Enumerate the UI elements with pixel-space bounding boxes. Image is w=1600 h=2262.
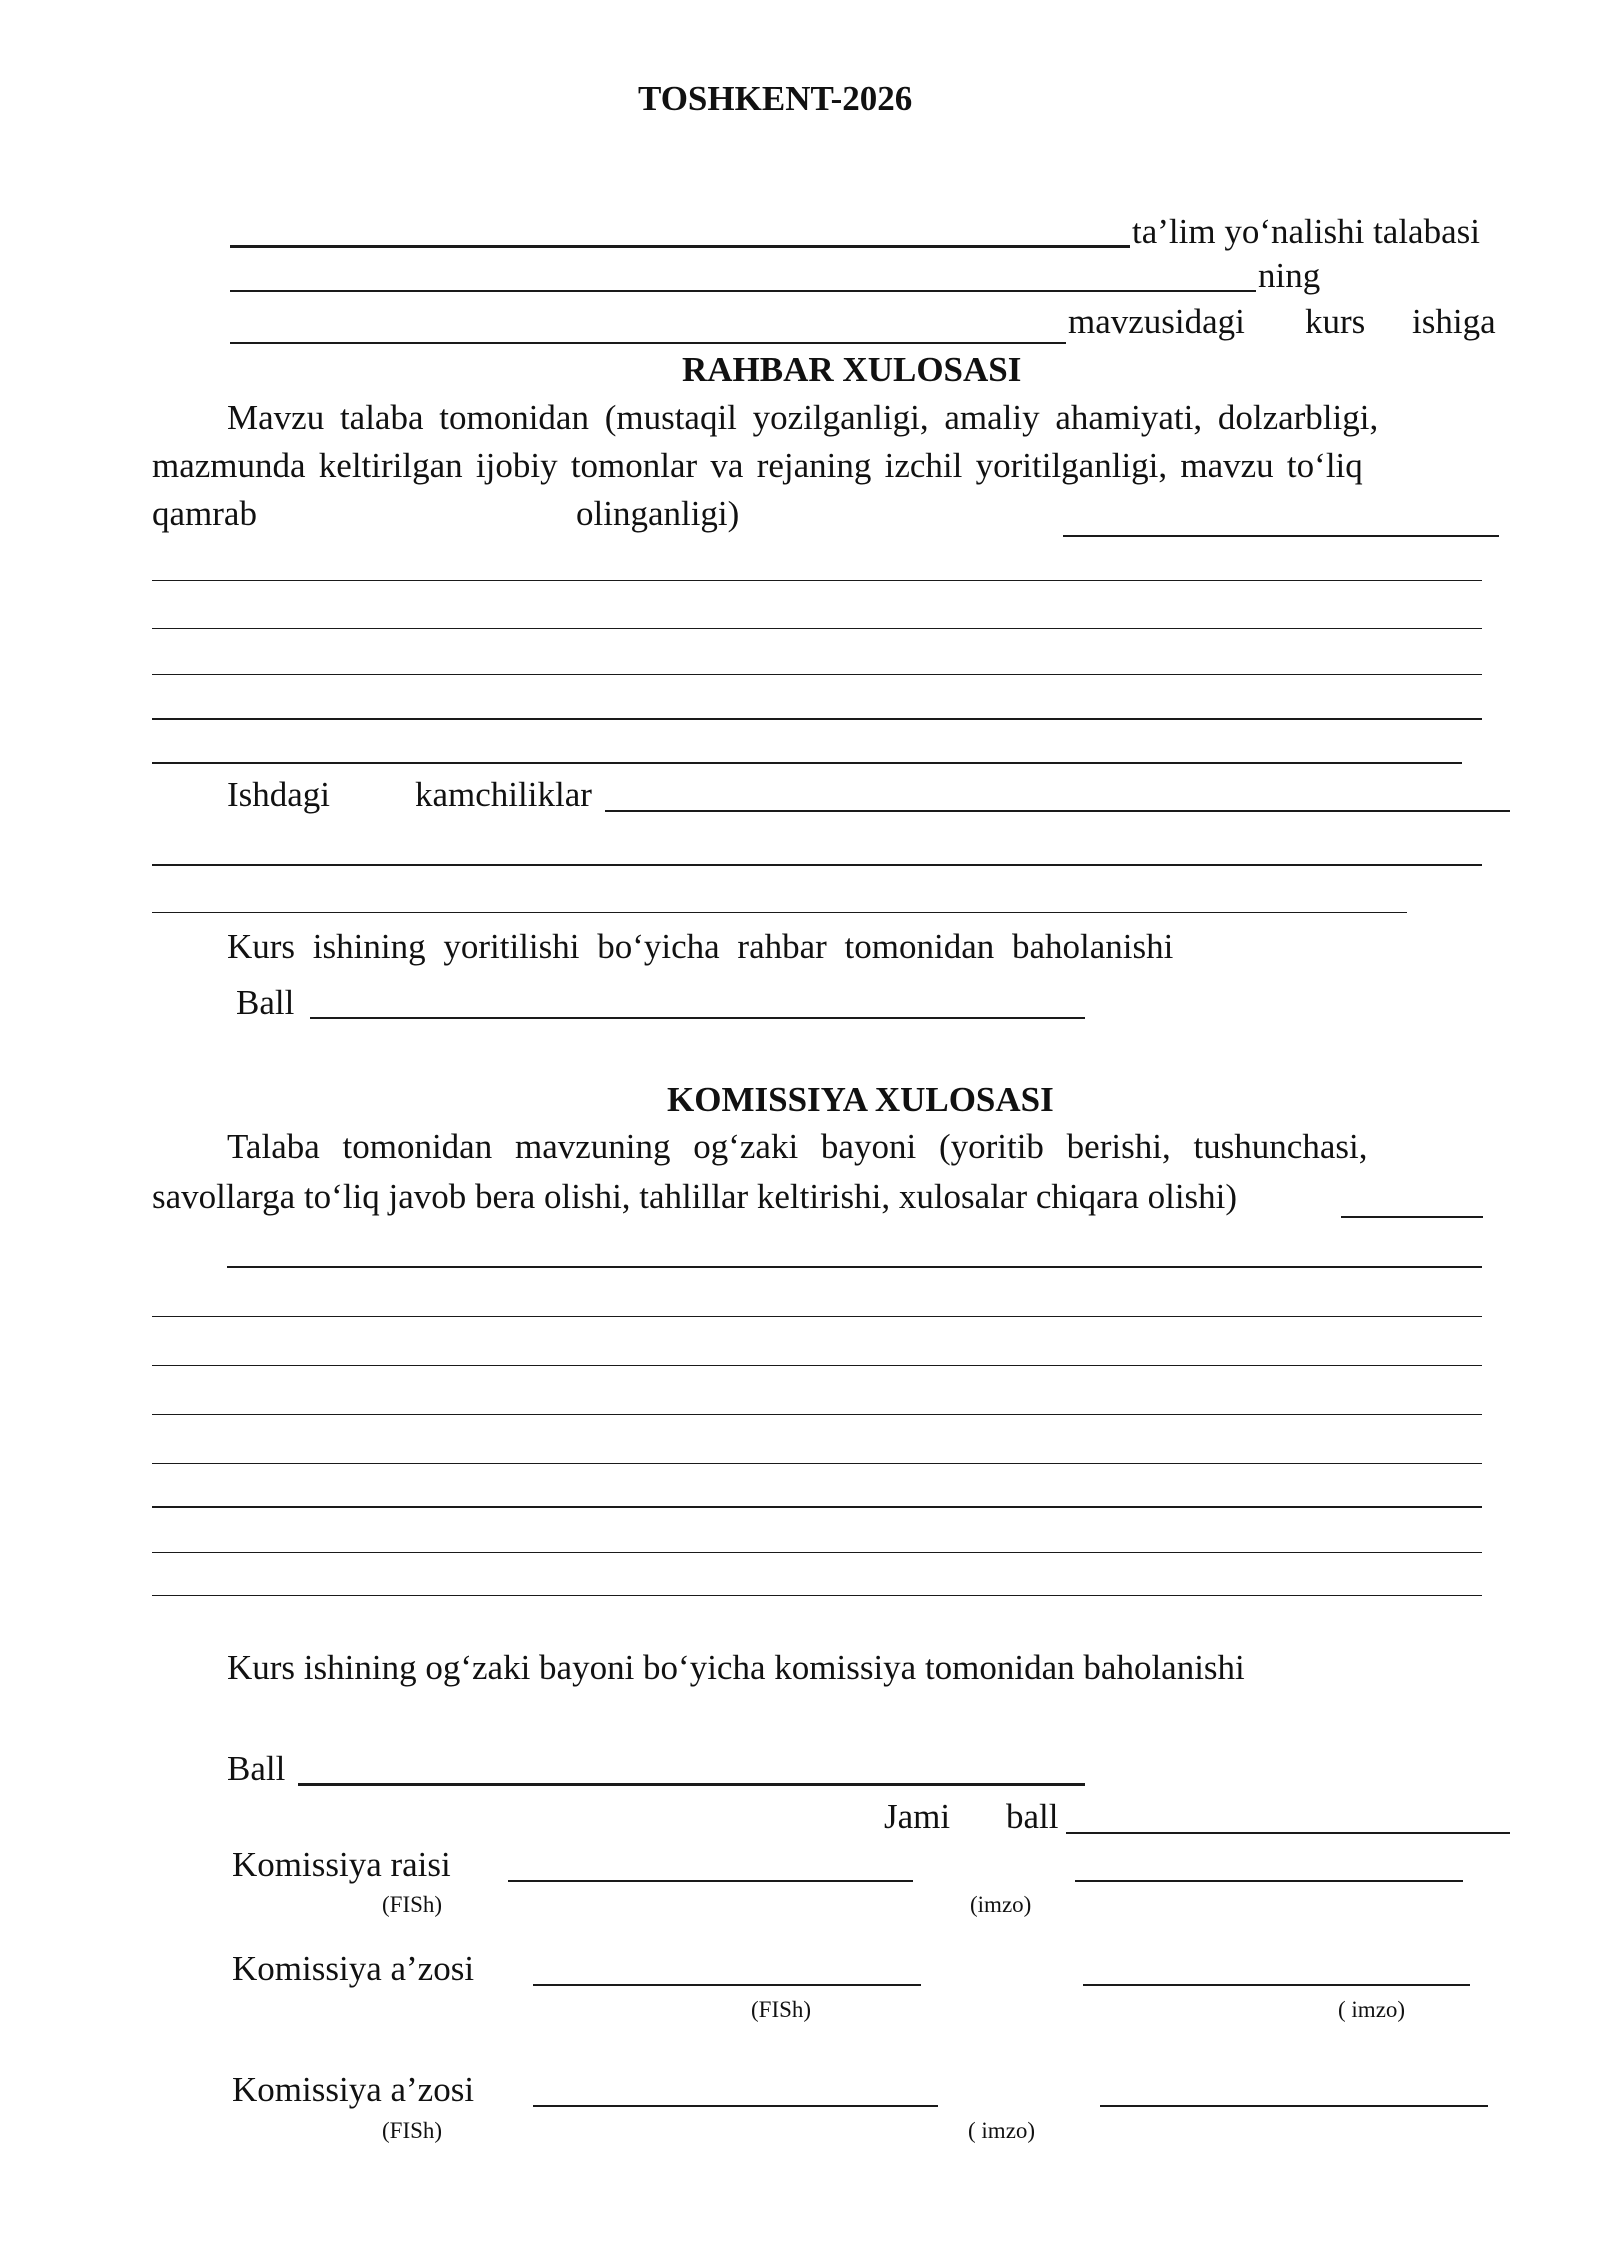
supervisor-line-3[interactable]: [152, 674, 1482, 675]
commission-para-line2: savollarga to‘liq javob bera olishi, tahlillar keltirishi, xulosalar chiqara olishi): [152, 1177, 1238, 1216]
student-name-suffix: ning: [1258, 256, 1321, 295]
member2-sign-blank[interactable]: [1100, 2105, 1488, 2107]
commission-line-5[interactable]: [152, 1463, 1482, 1464]
topic-blank[interactable]: [230, 342, 1066, 344]
commission-para-line1: Talaba tomonidan mavzuning og‘zaki bayoni (yoritib berishi, tushunchasi,: [227, 1127, 1368, 1166]
commission-line-3[interactable]: [152, 1365, 1482, 1366]
chairman-role: Komissiya raisi: [232, 1845, 451, 1884]
supervisor-title: RAHBAR XULOSASI: [682, 350, 1022, 389]
chairman-name-caption: (FISh): [382, 1892, 443, 1917]
topic-label: mavzusidagi: [1068, 302, 1245, 341]
supervisor-para-line3b: olinganligi): [576, 494, 740, 533]
total-label-2: ball: [1006, 1797, 1059, 1836]
supervisor-ball-blank[interactable]: [310, 1017, 1085, 1019]
supervisor-grade-text: Kurs ishining yoritilishi bo‘yicha rahbar tomonidan baholanishi: [227, 927, 1174, 966]
topic-label-kurs: kurs: [1305, 302, 1366, 341]
member1-sign-caption: ( imzo): [1338, 1997, 1406, 2022]
shortcomings-label-2: kamchiliklar: [415, 775, 592, 814]
supervisor-para-line2: mazmunda keltirilgan ijobiy tomonlar va rejaning izchil yoritilganligi, mavzu to‘liq: [152, 446, 1363, 485]
member2-sign-caption: ( imzo): [968, 2118, 1036, 2143]
supervisor-answer-blank[interactable]: [1063, 535, 1499, 537]
total-ball-blank[interactable]: [1066, 1832, 1510, 1834]
supervisor-ball-label: Ball: [236, 983, 295, 1022]
commission-title: KOMISSIYA XULOSASI: [667, 1080, 1054, 1119]
commission-line-8[interactable]: [152, 1595, 1482, 1596]
chairman-sign-blank[interactable]: [1075, 1880, 1463, 1882]
commission-answer-blank[interactable]: [1341, 1216, 1483, 1218]
member2-name-blank[interactable]: [533, 2105, 938, 2107]
page-title: TOSHKENT-2026: [638, 79, 913, 118]
commission-line-1[interactable]: [227, 1266, 1482, 1268]
student-name-blank[interactable]: [230, 290, 1256, 292]
supervisor-line-4[interactable]: [152, 718, 1482, 720]
total-label-1: Jami: [884, 1797, 951, 1836]
commission-grade-text: Kurs ishining og‘zaki bayoni bo‘yicha komissiya tomonidan baholanishi: [227, 1648, 1245, 1687]
supervisor-para-line1: Mavzu talaba tomonidan (mustaqil yozilganligi, amaliy ahamiyati, dolzarbligi,: [227, 398, 1379, 437]
supervisor-line-1[interactable]: [152, 580, 1482, 581]
shortcomings-line-1[interactable]: [152, 864, 1482, 866]
chairman-name-blank[interactable]: [508, 1880, 913, 1882]
member1-name-caption: (FISh): [751, 1997, 812, 2022]
commission-ball-blank[interactable]: [298, 1783, 1085, 1786]
shortcomings-label-1: Ishdagi: [227, 775, 331, 814]
chairman-sign-caption: (imzo): [970, 1892, 1032, 1917]
shortcomings-blank[interactable]: [605, 810, 1510, 812]
direction-blank[interactable]: [230, 245, 1130, 248]
member1-name-blank[interactable]: [533, 1984, 921, 1986]
member1-sign-blank[interactable]: [1083, 1984, 1470, 1986]
commission-line-4[interactable]: [152, 1414, 1482, 1415]
commission-line-6[interactable]: [152, 1506, 1482, 1508]
shortcomings-line-2[interactable]: [152, 912, 1407, 913]
member2-name-caption: (FISh): [382, 2118, 443, 2143]
member2-role: Komissiya a’zosi: [232, 2070, 475, 2109]
commission-line-7[interactable]: [152, 1552, 1482, 1553]
supervisor-para-line3a: qamrab: [152, 494, 257, 533]
supervisor-line-5[interactable]: [152, 762, 1462, 764]
direction-label: ta’lim yo‘nalishi talabasi: [1132, 212, 1480, 251]
supervisor-line-2[interactable]: [152, 628, 1482, 629]
commission-ball-label: Ball: [227, 1749, 286, 1788]
member1-role: Komissiya a’zosi: [232, 1949, 475, 1988]
topic-label-ishiga: ishiga: [1412, 302, 1496, 341]
commission-line-2[interactable]: [152, 1316, 1482, 1317]
